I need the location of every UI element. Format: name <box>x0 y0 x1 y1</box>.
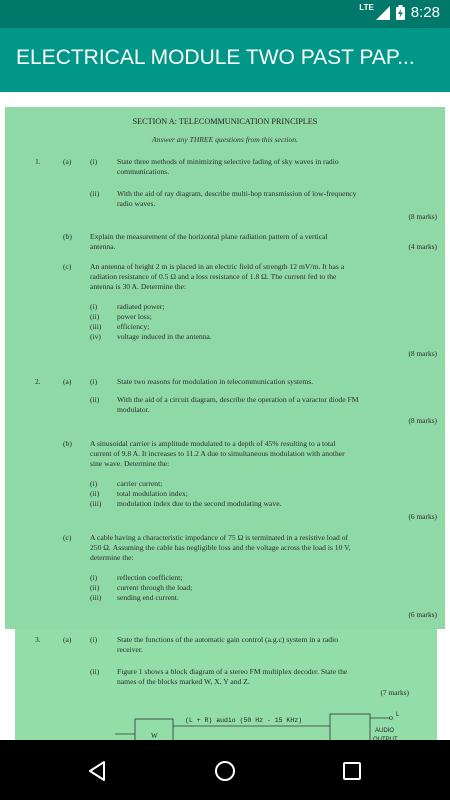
question-text: State two reasons for modulation in telecommunication systems. <box>117 377 314 386</box>
signal-icon <box>376 6 390 20</box>
question-text: radio waves. <box>117 199 156 208</box>
question-number: 3. <box>35 635 41 644</box>
question-text: sine wave. Determine the: <box>90 459 170 468</box>
question-text: antenna is 30 A. Determine the: <box>90 282 187 291</box>
home-icon[interactable] <box>214 760 236 782</box>
item-text: total modulation index; <box>117 489 188 498</box>
question-text: modulator. <box>117 405 150 414</box>
question-text: With the aid of ray diagram, describe multi-hop transmission of low-frequency <box>117 189 357 198</box>
marks-label: (8 marks) <box>408 349 437 358</box>
marks-label: (8 marks) <box>408 416 437 425</box>
marks-label: (6 marks) <box>408 610 437 619</box>
item-label: (iv) <box>90 332 101 341</box>
item-text: power loss; <box>117 312 152 321</box>
signal-label: (L + R) audio (50 Hz - 15 KHz) <box>185 717 303 724</box>
item-text: sending end current. <box>117 593 179 602</box>
output-audio-label: AUDIO <box>375 728 395 734</box>
item-text: carrier current; <box>117 479 163 488</box>
scanned-page-2 <box>15 629 437 740</box>
item-text: voltage induced in the antenna. <box>117 332 212 341</box>
part-label: (a) <box>63 377 72 386</box>
question-number: 2. <box>35 377 41 386</box>
question-text: communications. <box>117 167 170 176</box>
question-text: determine the: <box>90 553 134 562</box>
marks-label: (4 marks) <box>408 242 437 251</box>
item-label: (ii) <box>90 312 100 321</box>
back-icon[interactable] <box>87 760 109 782</box>
question-text: receiver. <box>117 645 143 654</box>
section-instruction: Answer any THREE questions from this section. <box>152 135 298 144</box>
question-text: Figure 1 shows a block diagram of a stereo FM multiplex decoder. State the <box>117 667 348 676</box>
question-text: A sinusoidal carrier is amplitude modulated to a depth of 45% resulting to a total <box>90 439 336 448</box>
battery-icon <box>396 5 405 20</box>
question-text: State three methods of minimizing selective fading of sky waves in radio <box>117 157 339 166</box>
item-label: (i) <box>90 479 98 488</box>
scanned-page-1 <box>5 107 445 629</box>
question-text: With the aid of a circuit diagram, describe the operation of a varactor diode FM <box>117 395 359 404</box>
block-diagram <box>105 704 405 740</box>
part-label: (a) <box>63 635 72 644</box>
navigation-bar <box>0 740 450 800</box>
item-label: (ii) <box>90 583 100 592</box>
subpart-label: (i) <box>90 377 98 386</box>
question-text: names of the blocks marked W, X, Y and Z. <box>117 677 250 686</box>
block-w-label: W <box>151 732 158 740</box>
subpart-label: (ii) <box>90 667 100 676</box>
lte-indicator: LTE <box>359 3 374 12</box>
question-text: antenna. <box>90 242 116 251</box>
item-text: reflection coefficient; <box>117 573 183 582</box>
item-text: efficiency; <box>117 322 150 331</box>
question-text: State the functions of the automatic gain control (a.g.c) system in a radio <box>117 635 338 644</box>
status-icons <box>359 4 440 21</box>
item-label: (iii) <box>90 322 102 331</box>
part-label: (b) <box>63 232 72 241</box>
question-text: A cable having a characteristic impedance of 75 Ω is terminated in a resistive load of <box>90 533 349 542</box>
marks-label: (8 marks) <box>408 212 437 221</box>
section-title: SECTION A: TELECOMMUNICATION PRINCIPLES <box>132 117 318 126</box>
subpart-label: (i) <box>90 635 98 644</box>
subpart-label: (ii) <box>90 395 100 404</box>
block-z <box>330 714 370 740</box>
question-number: 1. <box>35 157 41 166</box>
app-bar <box>0 28 450 92</box>
document-viewer[interactable] <box>0 92 450 740</box>
question-1 <box>5 157 445 387</box>
question-text: radiation resistance of 0.5 Ω and a loss resistance of 1.8 Ω. The current fed to the <box>90 272 337 281</box>
part-label: (b) <box>63 439 72 448</box>
recents-icon[interactable] <box>341 760 363 782</box>
marks-label: (7 marks) <box>380 688 409 697</box>
part-label: (c) <box>63 262 72 271</box>
item-text: modulation index due to the second modulating wave. <box>117 499 282 508</box>
item-label: (i) <box>90 302 98 311</box>
part-label: (c) <box>63 533 72 542</box>
output-l-label: L <box>396 712 400 718</box>
subpart-label: (i) <box>90 157 98 166</box>
item-label: (iii) <box>90 499 102 508</box>
question-text: Explain the measurement of the horizontal plane radiation pattern of a vertical <box>90 232 328 241</box>
question-text: An antenna of height 2 m is placed in an electric field of strength 12 mV/m. It has a <box>90 262 345 271</box>
item-text: current through the load; <box>117 583 193 592</box>
item-label: (ii) <box>90 489 100 498</box>
marks-label: (6 marks) <box>408 512 437 521</box>
part-label: (a) <box>63 157 72 166</box>
question-text: current of 9.8 A. It increases to 11.2 A due to simultaneous modulation with another <box>90 449 345 458</box>
question-text: 250 Ω. Assuming the cable has negligible loss and the voltage across the load is 10 V, <box>90 543 351 552</box>
question-2 <box>5 377 445 629</box>
item-text: radiated power; <box>117 302 165 311</box>
subpart-label: (ii) <box>90 189 100 198</box>
item-label: (iii) <box>90 593 102 602</box>
item-label: (i) <box>90 573 98 582</box>
app-title: ELECTRICAL MODULE TWO PAST PAP... <box>16 46 415 69</box>
status-bar <box>0 0 450 28</box>
clock-time: 8:28 <box>410 4 440 21</box>
